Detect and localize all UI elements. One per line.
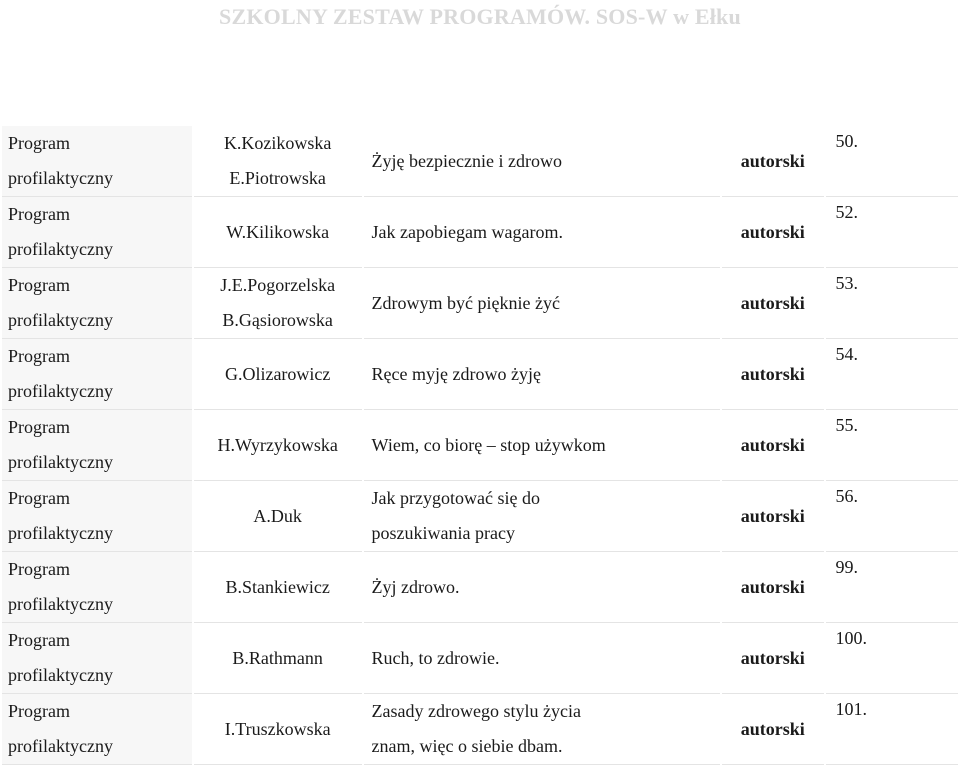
author-cell xyxy=(194,481,362,552)
category-cell xyxy=(2,339,192,410)
type-cell: autorski xyxy=(722,552,824,623)
table-row xyxy=(2,197,958,268)
line: Program xyxy=(8,204,70,224)
line: Program xyxy=(8,701,70,721)
author-cell xyxy=(194,552,362,623)
category-cell xyxy=(2,268,192,339)
line: profilaktyczny xyxy=(8,381,113,401)
category-cell xyxy=(2,623,192,694)
line: I.Truszkowska xyxy=(224,718,331,739)
category-cell xyxy=(2,410,192,481)
author-cell xyxy=(194,268,362,339)
title-cell xyxy=(364,694,720,765)
category-cell xyxy=(2,694,192,765)
line: Program xyxy=(8,417,70,437)
title-cell xyxy=(364,197,720,268)
page-number-cell: 56. xyxy=(826,481,958,552)
line: B.Rathmann xyxy=(232,647,323,668)
line: Program xyxy=(8,488,70,508)
page-number-cell: 99. xyxy=(826,552,958,623)
page-number-cell: 54. xyxy=(826,339,958,410)
author-cell xyxy=(194,339,362,410)
line: Program xyxy=(8,346,70,366)
table-row xyxy=(2,126,958,197)
line: Wiem, co biorę – stop używkom xyxy=(371,434,606,455)
program-table xyxy=(0,126,960,765)
page-number-cell: 53. xyxy=(826,268,958,339)
title-cell xyxy=(364,623,720,694)
type-cell: autorski xyxy=(722,481,824,552)
page-number-cell: 52. xyxy=(826,197,958,268)
line: poszukiwania pracy xyxy=(371,523,515,543)
line: znam, więc o siebie dbam. xyxy=(371,736,563,756)
page-header: SZKOLNY ZESTAW PROGRAMÓW. SOS-W w Ełku xyxy=(219,4,741,29)
type-cell: autorski xyxy=(722,197,824,268)
line: H.Wyrzykowska xyxy=(217,434,338,455)
line: B.Gąsiorowska xyxy=(222,310,333,330)
line: B.Stankiewicz xyxy=(225,576,330,597)
line: Żyję bezpiecznie i zdrowo xyxy=(371,150,562,171)
type-cell: autorski xyxy=(722,694,824,765)
table-row xyxy=(2,481,958,552)
type-cell: autorski xyxy=(722,339,824,410)
line: Jak zapobiegam wagarom. xyxy=(371,221,563,242)
category-cell xyxy=(2,126,192,197)
line: Ruch, to zdrowie. xyxy=(371,647,500,668)
page-number-cell: 100. xyxy=(826,623,958,694)
page-number-cell: 101. xyxy=(826,694,958,765)
type-cell: autorski xyxy=(722,126,824,197)
title-cell xyxy=(364,339,720,410)
category-cell xyxy=(2,481,192,552)
line: E.Piotrowska xyxy=(229,168,326,188)
table-row xyxy=(2,268,958,339)
type-cell: autorski xyxy=(722,268,824,339)
line: Jak przygotować się do xyxy=(371,488,540,508)
title-cell xyxy=(364,268,720,339)
line: Program xyxy=(8,559,70,579)
line: Program xyxy=(8,630,70,650)
line: profilaktyczny xyxy=(8,452,113,472)
line: K.Kozikowska xyxy=(223,133,332,153)
table-row xyxy=(2,694,958,765)
category-cell xyxy=(2,552,192,623)
line: Zdrowym być pięknie żyć xyxy=(371,292,560,313)
line: J.E.Pogorzelska xyxy=(220,275,336,295)
line: Żyj zdrowo. xyxy=(371,576,460,597)
title-cell xyxy=(364,410,720,481)
line: profilaktyczny xyxy=(8,239,113,259)
table-row xyxy=(2,552,958,623)
line: W.Kilikowska xyxy=(226,221,330,242)
type-cell: autorski xyxy=(722,623,824,694)
line: profilaktyczny xyxy=(8,310,113,330)
line: G.Olizarowicz xyxy=(224,363,331,384)
line: Program xyxy=(8,275,70,295)
author-cell xyxy=(194,623,362,694)
title-cell xyxy=(364,481,720,552)
author-cell xyxy=(194,126,362,197)
title-cell xyxy=(364,552,720,623)
line: profilaktyczny xyxy=(8,594,113,614)
page-number-cell: 50. xyxy=(826,126,958,197)
author-cell xyxy=(194,410,362,481)
line: profilaktyczny xyxy=(8,736,113,756)
line: profilaktyczny xyxy=(8,168,113,188)
line: Program xyxy=(8,133,70,153)
line: A.Duk xyxy=(253,505,302,526)
line: Ręce myję zdrowo żyję xyxy=(371,363,541,384)
table-row xyxy=(2,623,958,694)
line: profilaktyczny xyxy=(8,665,113,685)
page-number-cell: 55. xyxy=(826,410,958,481)
table-row xyxy=(2,339,958,410)
type-cell: autorski xyxy=(722,410,824,481)
line: profilaktyczny xyxy=(8,523,113,543)
category-cell xyxy=(2,197,192,268)
title-cell xyxy=(364,126,720,197)
line: Zasady zdrowego stylu życia xyxy=(371,701,581,721)
author-cell xyxy=(194,197,362,268)
table-row xyxy=(2,410,958,481)
author-cell xyxy=(194,694,362,765)
